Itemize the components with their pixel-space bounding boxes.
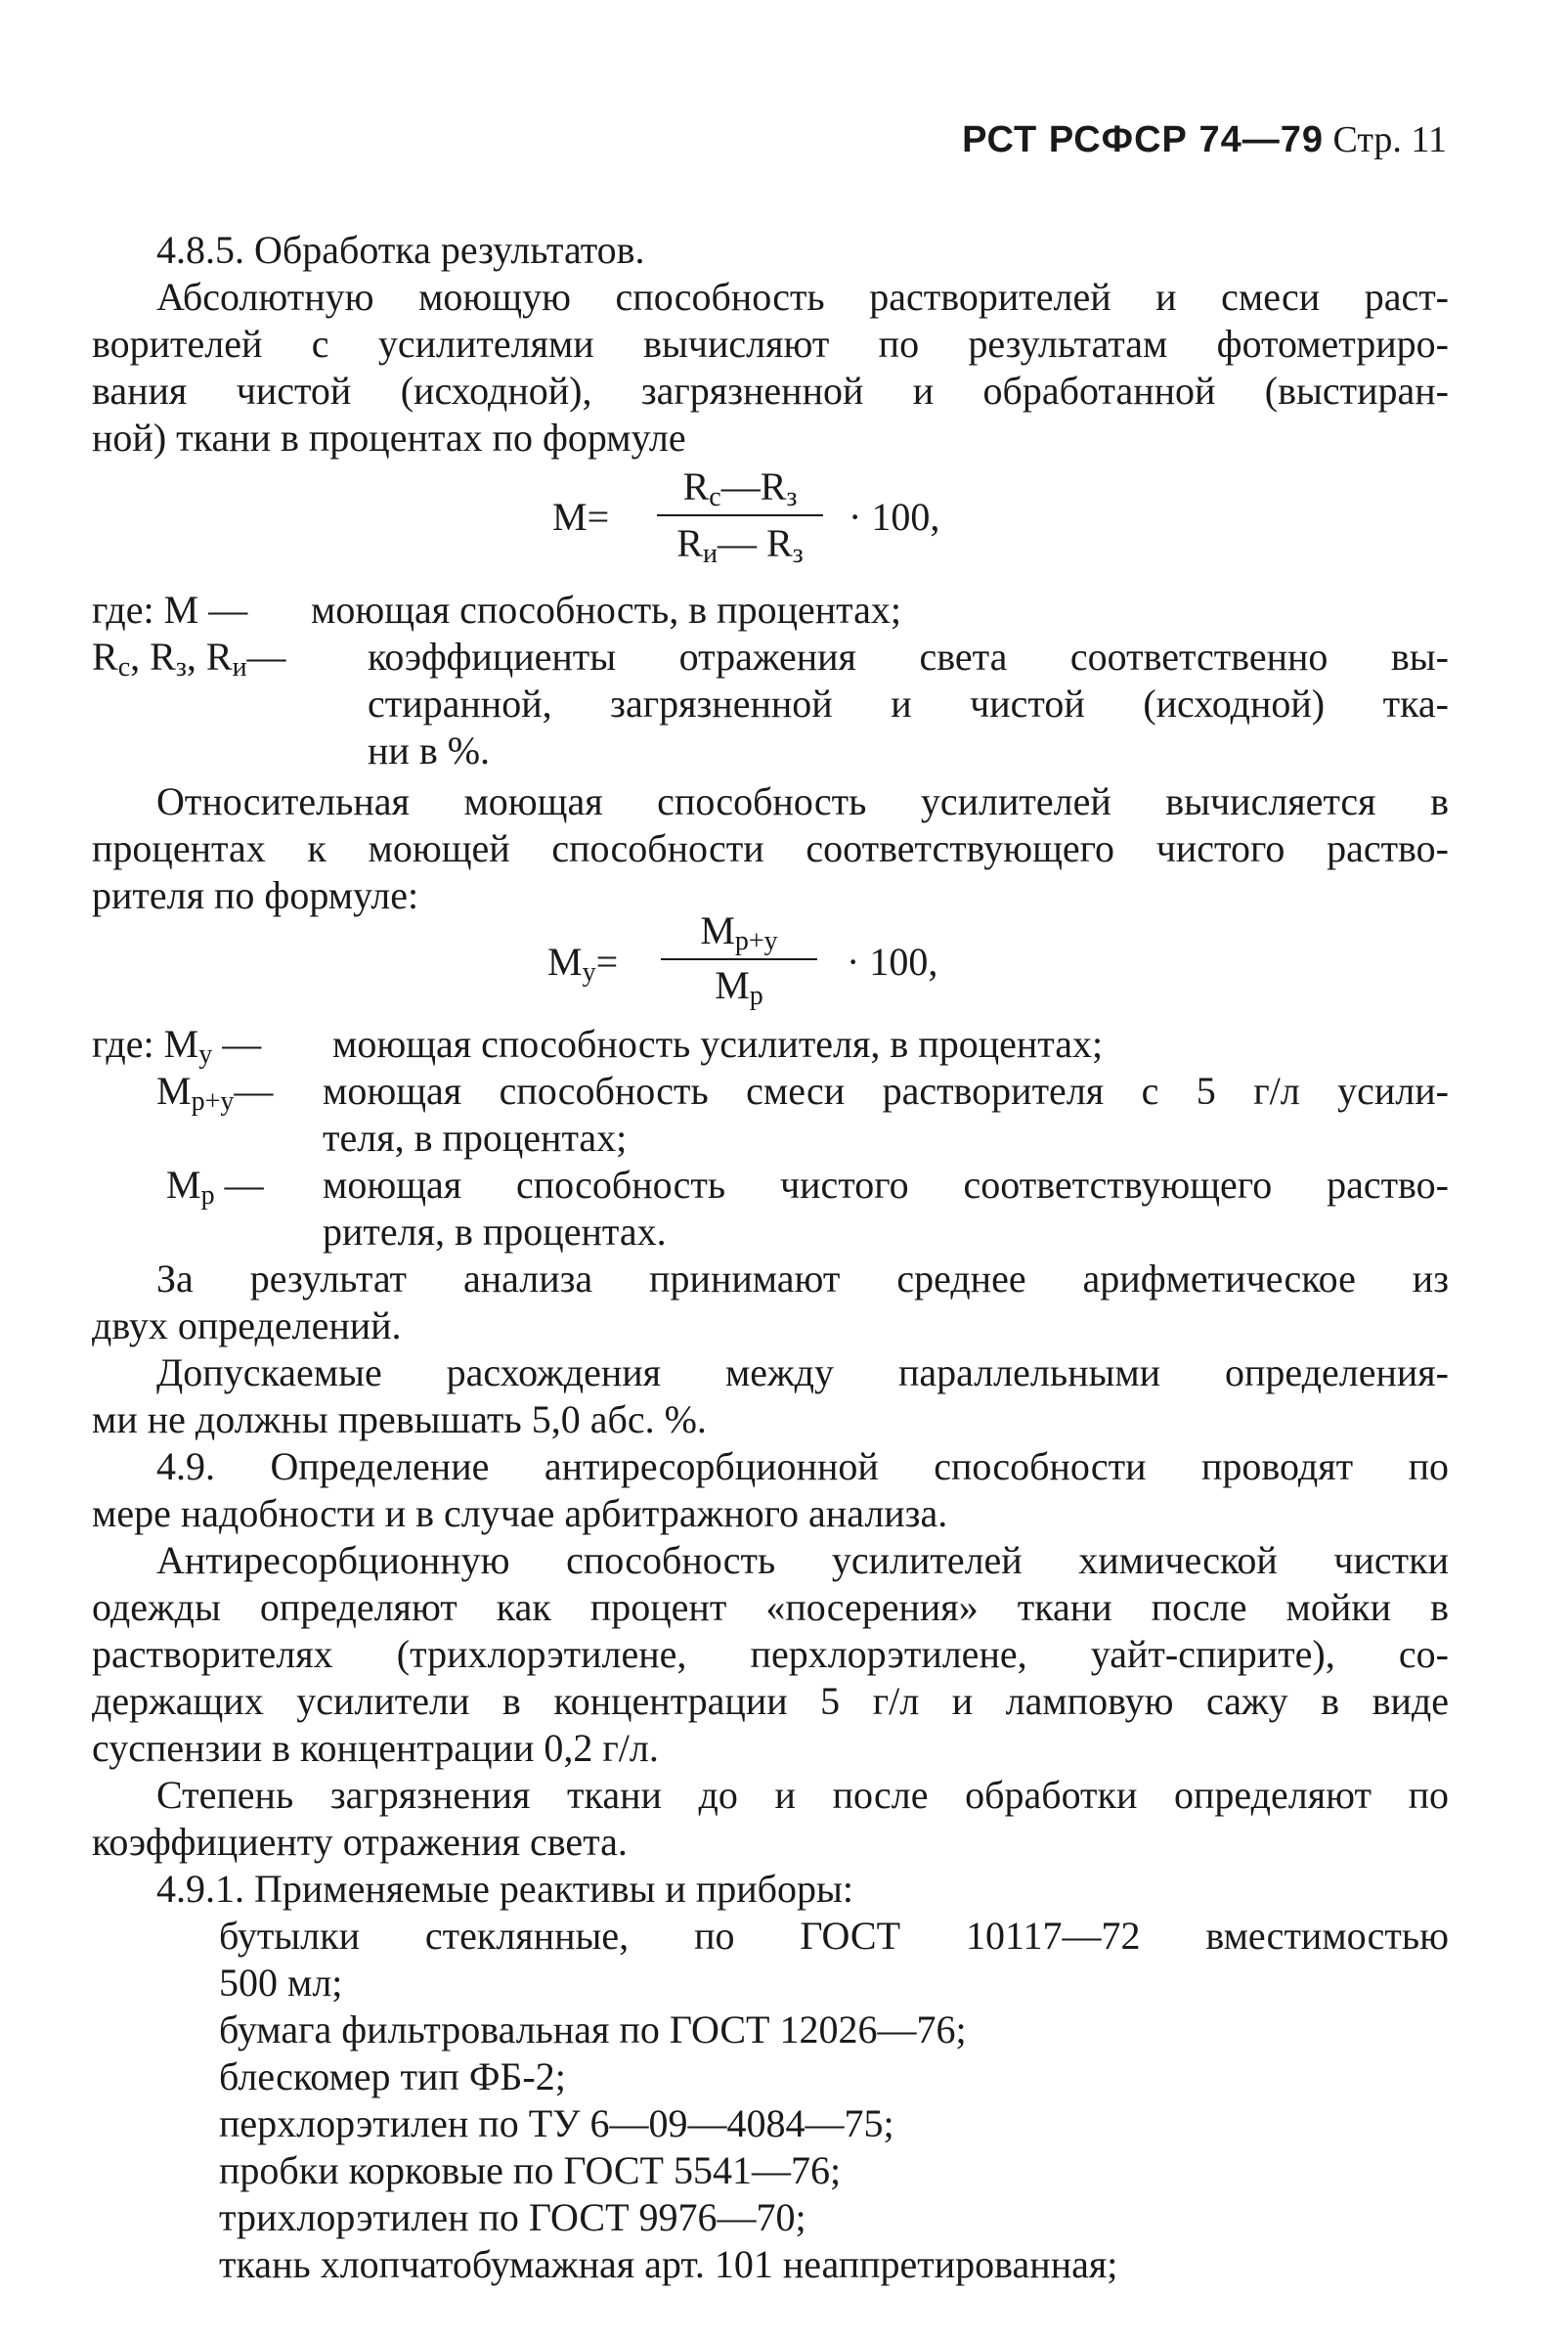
paragraph-line: 4.9. Определение антиресорбционной способности проводят по [156,1444,1449,1488]
definition-r-text: коэффициенты отражения света соответственно вы- [368,635,1449,679]
paragraph-line: Антиресорбционную способность усилителей химической чистки [156,1538,1449,1582]
section-heading-4-9-1: 4.9.1. Применяемые реактивы и приборы: [156,1867,853,1911]
list-item: блескомер тип ФБ-2; [219,2054,566,2098]
paragraph-line: растворителях (трихлорэтилене, перхлорэтилене, уайт-спирите), со- [92,1632,1449,1676]
formula-tail: · 100, [849,495,940,539]
paragraph-line: Допускаемые расхождения между параллельными определения- [156,1350,1449,1394]
list-item: 500 мл; [219,1961,343,2005]
formula-lhs: $M_у=$ [547,940,619,988]
definition-my-text: моющая способность усилителя, в процентах; [332,1022,1104,1066]
paragraph-line: Абсолютную моющую способность растворителей и смеси раст- [156,275,1449,319]
definition-my-term: где: $M_у$ — [92,1022,262,1070]
page-number: Стр. 11 [1332,119,1447,160]
definition-mp-text: рителя, в процентах. [323,1210,667,1254]
document-code: РСТ РСФСР 74—79 [962,119,1324,160]
formula-numerator: $M_{р+у}$ [700,908,778,956]
definition-mpy-term: $M_{р+у}—$ [156,1069,274,1117]
paragraph-line: ворителей с усилителями вычисляют по результатам фотометриро- [92,322,1449,366]
paragraph-line: Степень загрязнения ткани до и после обработки определяют по [156,1773,1449,1817]
paragraph-line: Относительная моющая способность усилителей вычисляется в [156,779,1449,823]
paragraph-line: ной) ткани в процентах по формуле [92,416,686,460]
fraction-bar [661,958,817,960]
page-header [962,117,1447,162]
definition-mpy-text: теля, в процентах; [323,1116,628,1160]
list-item: бутылки стеклянные, по ГОСТ 10117—72 вместимостью [219,1914,1449,1958]
paragraph-line: одежды определяют как процент «посерения» ткани после мойки в [92,1585,1449,1629]
fraction-bar [657,514,823,516]
formula-denominator: $M_р$ [715,963,763,1011]
paragraph-line: коэффициенту отражения света. [92,1820,628,1864]
list-item: трихлорэтилен по ГОСТ 9976—70; [219,2195,806,2239]
definition-r-term: $R_с$, $R_з$, $R_и—$ [92,635,286,683]
paragraph-line: За результат анализа принимают среднее арифметическое из [156,1257,1449,1301]
paragraph-line: ми не должны превышать 5,0 абс. %. [92,1397,707,1441]
definition-m-text: моющая способность, в процентах; [311,588,901,632]
list-item: пробки корковые по ГОСТ 5541—76; [219,2148,842,2192]
paragraph-line: суспензии в концентрации 0,2 г/л. [92,1726,659,1770]
paragraph-line: рителя по формуле: [92,873,419,917]
list-item: перхлорэтилен по ТУ 6—09—4084—75; [219,2101,894,2145]
definition-r-text: ни в %. [368,728,491,772]
paragraph-line: мере надобности и в случае арбитражного анализа. [92,1491,948,1535]
list-item: ткань хлопчатобумажная арт. 101 неаппретированная; [219,2242,1118,2286]
paragraph-line: процентах к моющей способности соответствующего чистого раство- [92,826,1449,870]
definition-mpy-text: моющая способность смеси растворителя с 5 г/л усили- [323,1069,1449,1113]
section-heading-4-8-5: 4.8.5. Обработка результатов. [156,228,645,272]
paragraph-line: держащих усилители в концентрации 5 г/л и ламповую сажу в виде [92,1679,1449,1723]
paragraph-line: двух определений. [92,1303,402,1347]
paragraph-line: вания чистой (исходной), загрязненной и обработанной (выстиран- [92,369,1449,413]
definition-r-text: стиранной, загрязненной и чистой (исходной) тка- [368,682,1449,726]
definition-m-term: где: M — [92,588,248,632]
formula-lhs: M= [552,495,610,539]
definition-mp-text: моющая способность чистого соответствующего раство- [323,1163,1449,1207]
formula-numerator: $R_c—R_з$ [682,464,798,512]
formula-tail: · 100, [847,940,938,984]
formula-denominator: $R_и—$ $R_з$ [676,521,804,569]
list-item: бумага фильтровальная по ГОСТ 12026—76; [219,2007,967,2051]
definition-mp-term: $M_р$ — [166,1163,264,1211]
